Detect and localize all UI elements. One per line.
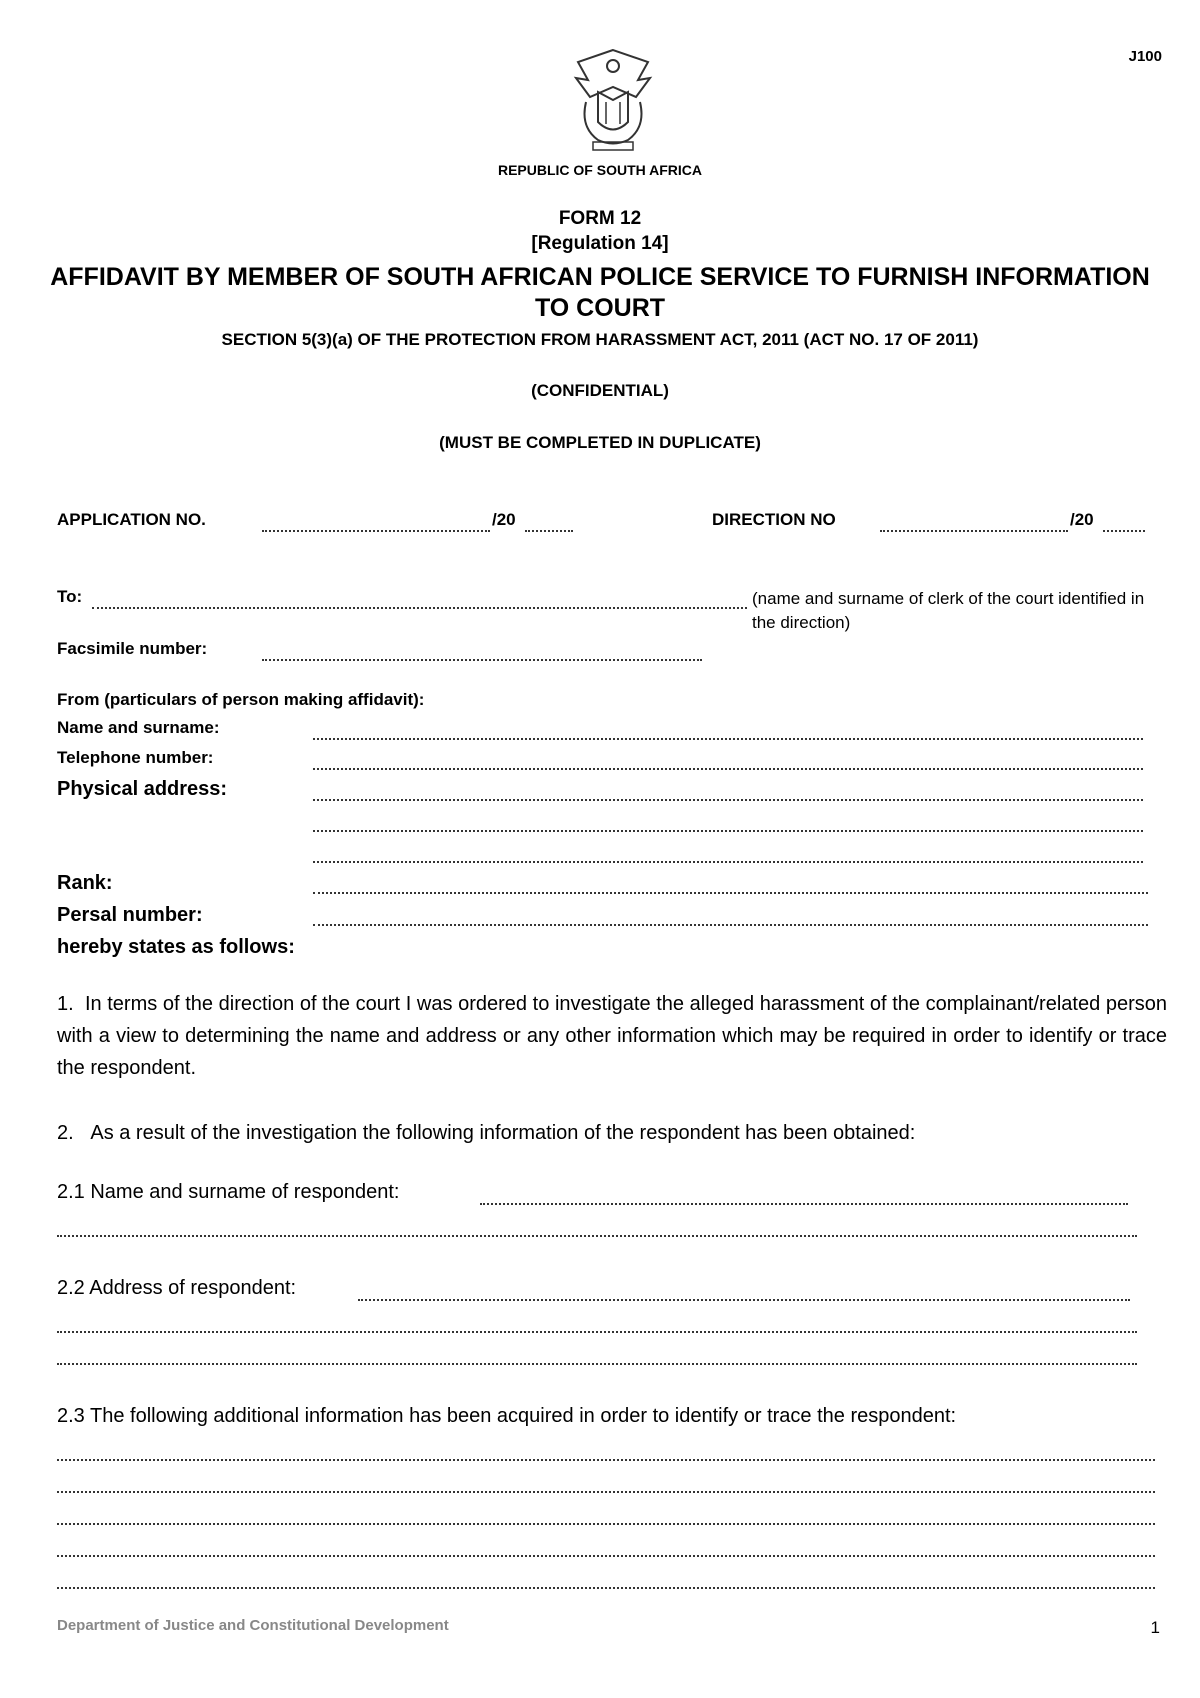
form-code: J100	[1128, 48, 1162, 65]
address-label: Physical address:	[57, 778, 228, 800]
additional-info-field-line-3[interactable]	[57, 1501, 1155, 1525]
confidential-label: (CONFIDENTIAL)	[531, 381, 669, 400]
direction-year-label: /20	[1070, 510, 1094, 529]
fax-field[interactable]	[262, 637, 702, 661]
respondent-name-field-line-1[interactable]	[480, 1181, 1128, 1205]
persal-label: Persal number:	[57, 904, 203, 926]
name-field[interactable]	[313, 716, 1143, 740]
form-number: FORM 12	[558, 208, 642, 229]
paragraph-2-3-label: 2.3 The following additional information has been acquired in order to identify or trace the respondent:	[57, 1405, 957, 1427]
regulation-reference: [Regulation 14]	[531, 233, 669, 254]
application-year-label: /20	[492, 510, 516, 529]
paragraph-2-2-label: 2.2 Address of respondent:	[57, 1277, 297, 1299]
respondent-address-field-line-3[interactable]	[57, 1341, 1137, 1365]
footer-department: Department of Justice and Constitutional Development	[57, 1617, 449, 1634]
country-name: REPUBLIC OF SOUTH AFRICA	[497, 162, 703, 178]
page-title: AFFIDAVIT BY MEMBER OF SOUTH AFRICAN POLICE SERVICE TO FURNISH INFORMATION TO COURT	[50, 263, 1150, 322]
page-number: 1	[1150, 1618, 1160, 1637]
to-label: To:	[57, 587, 83, 606]
direction-no-field[interactable]	[880, 508, 1068, 532]
to-hint: (name and surname of clerk of the court identified in the direction)	[752, 589, 1145, 632]
telephone-field[interactable]	[313, 746, 1143, 770]
to-field[interactable]	[92, 585, 747, 609]
from-label: From (particulars of person making affidavit):	[57, 690, 425, 709]
hereby-states: hereby states as follows:	[57, 936, 295, 958]
application-year-field[interactable]	[525, 508, 573, 532]
additional-info-field-line-2[interactable]	[57, 1469, 1155, 1493]
coat-of-arms-emblem	[568, 42, 658, 157]
section-reference: SECTION 5(3)(a) OF THE PROTECTION FROM HARASSMENT ACT, 2011 (ACT NO. 17 OF 2011)	[221, 330, 979, 349]
additional-info-field-line-4[interactable]	[57, 1533, 1155, 1557]
additional-info-field-line-5[interactable]	[57, 1565, 1155, 1589]
respondent-name-field-line-2[interactable]	[57, 1213, 1137, 1237]
paragraph-1: 1. In terms of the direction of the court I was ordered to investigate the alleged harassment of the complainant/related person with a view to determining the name and address or any other information which may be required in order to identify or trace the respondent.	[57, 993, 1167, 1079]
telephone-label: Telephone number:	[57, 748, 214, 767]
address-field-line-3[interactable]	[313, 839, 1143, 863]
direction-year-field[interactable]	[1103, 508, 1145, 532]
respondent-address-field-line-1[interactable]	[358, 1277, 1130, 1301]
persal-field[interactable]	[313, 902, 1148, 926]
paragraph-2-1-label: 2.1 Name and surname of respondent:	[57, 1181, 400, 1203]
rank-label: Rank:	[57, 872, 113, 894]
direction-no-label: DIRECTION NO	[712, 510, 836, 529]
respondent-address-field-line-2[interactable]	[57, 1309, 1137, 1333]
additional-info-field-line-1[interactable]	[57, 1437, 1155, 1461]
paragraph-2: 2. As a result of the investigation the following information of the respondent has been obtained:	[57, 1122, 916, 1144]
application-no-field[interactable]	[262, 508, 490, 532]
fax-label: Facsimile number:	[57, 639, 208, 658]
address-field-line-2[interactable]	[313, 808, 1143, 832]
application-no-label: APPLICATION NO.	[57, 510, 206, 529]
duplicate-notice: (MUST BE COMPLETED IN DUPLICATE)	[439, 433, 761, 452]
name-label: Name and surname:	[57, 718, 220, 737]
rank-field[interactable]	[313, 870, 1148, 894]
address-field-line-1[interactable]	[313, 777, 1143, 801]
